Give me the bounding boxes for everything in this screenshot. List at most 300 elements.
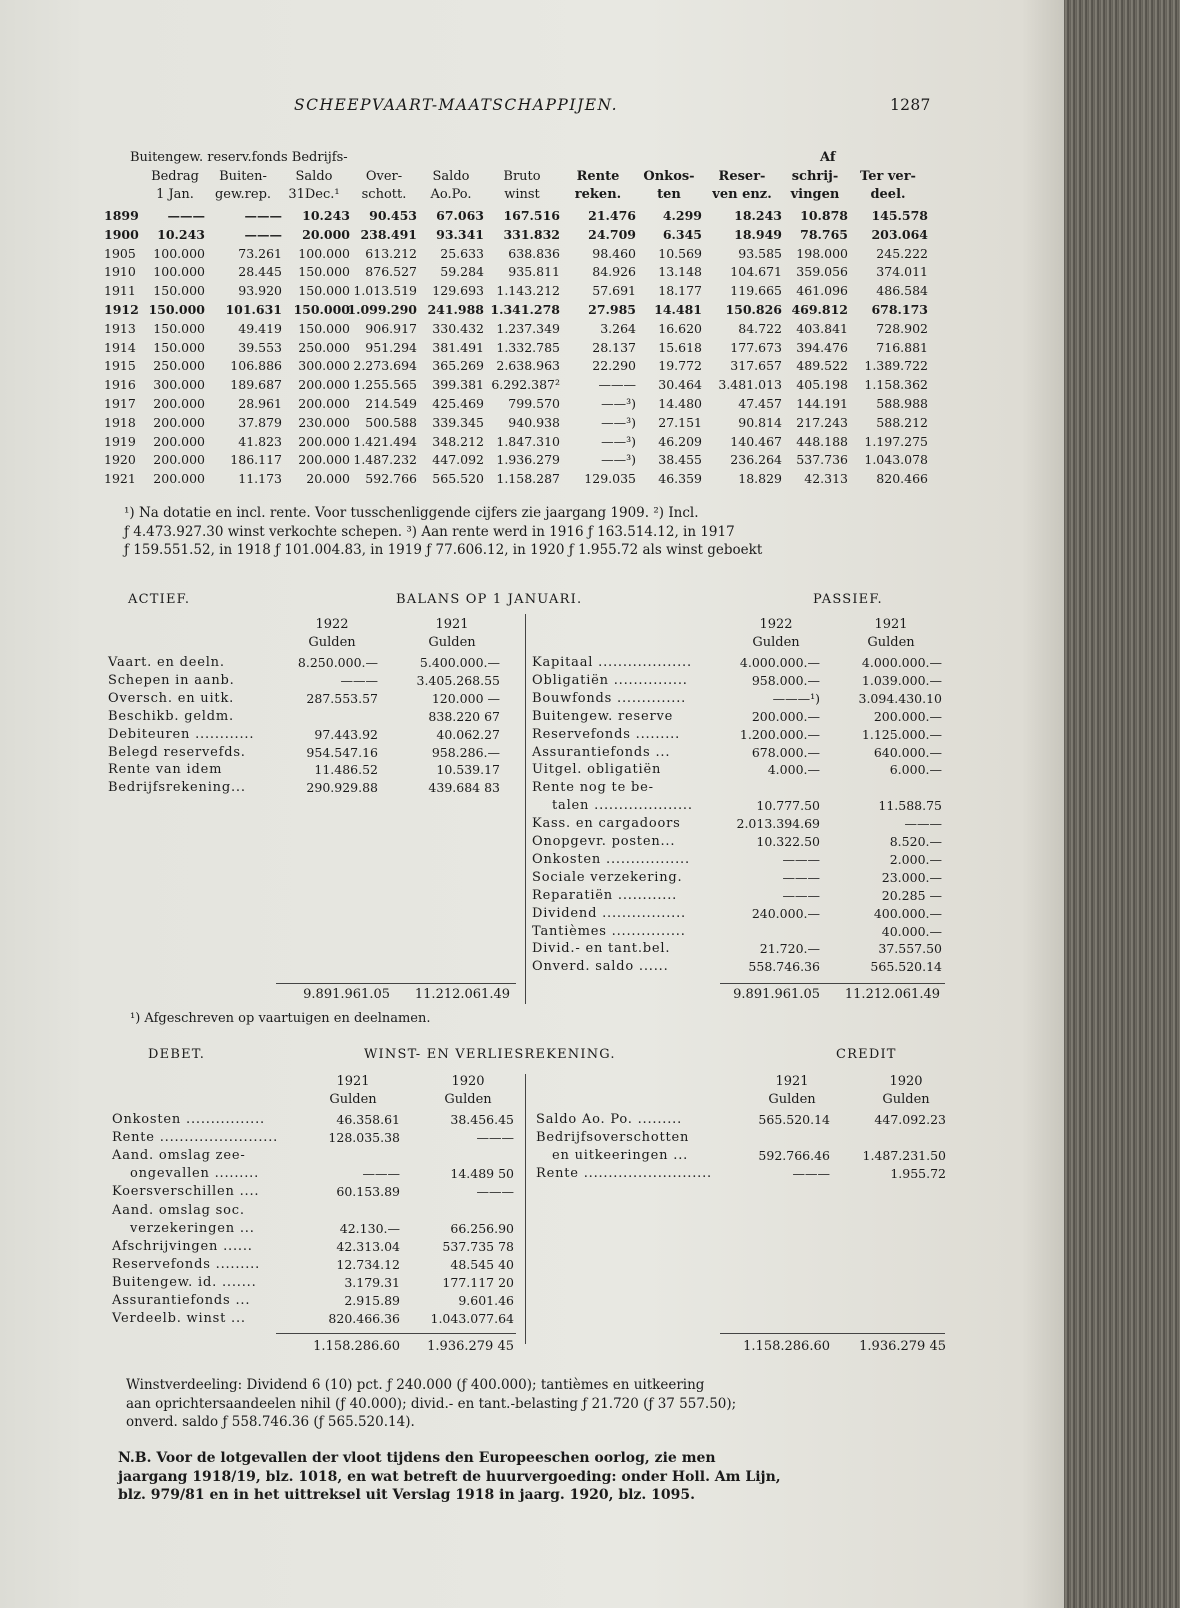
- table1-cell: 10.243: [302, 208, 350, 223]
- table1-cell: 21.476: [588, 208, 636, 223]
- table1-cell: 42.313: [804, 471, 848, 487]
- balans-actief-value-1921: 958.286.—: [431, 744, 500, 760]
- running-title: SCHEEPVAART-MAATSCHAPPIJEN.: [294, 96, 619, 114]
- table1-column-header: Bedrag: [151, 169, 199, 184]
- table1-cell: 67.063: [436, 208, 484, 223]
- winst-debet-value-1920: 14.489 50: [450, 1166, 514, 1182]
- table1-cell: 150.000: [298, 320, 350, 336]
- balans-passief-value-1921: 6.000.—: [889, 762, 942, 778]
- balans-passief-value-1922: 558.746.36: [748, 959, 820, 975]
- table1-cell: 238.491: [360, 226, 417, 242]
- balans-passief-unit2: Gulden: [867, 635, 915, 650]
- page-stack-edge: [1064, 0, 1180, 1608]
- table1-cell: 19.772: [658, 358, 702, 374]
- winst-debet-value-1921: 60.153.89: [336, 1184, 400, 1200]
- balans-passief-value-1921: 400.000.—: [873, 905, 942, 921]
- table1-cell: 940.938: [508, 414, 560, 430]
- table1-year: 1905: [104, 245, 136, 261]
- table1-cell: 1.043.078: [864, 452, 928, 468]
- table1-cell: 200.000: [153, 414, 205, 430]
- balans-actief-value-1921: 40.062.27: [436, 726, 500, 742]
- table1-cell: ———: [244, 208, 282, 223]
- table1-cell: 57.691: [592, 283, 636, 299]
- table1-cell: 638.836: [508, 245, 560, 261]
- table1-cell: 20.000: [302, 226, 350, 242]
- table1-cell: 678.173: [871, 302, 928, 317]
- table1-cell: 245.222: [876, 245, 928, 261]
- table1-cell: 10.878: [800, 208, 848, 223]
- table1-cell: 820.466: [876, 471, 928, 487]
- balans-passief-value-1922: 200.000.—: [751, 708, 820, 724]
- table1-cell: 200.000: [153, 452, 205, 468]
- table1-cell: 339.345: [432, 414, 484, 430]
- table1-footnotes: [124, 503, 762, 559]
- balans-passief-label: Rente nog te be-: [532, 780, 654, 796]
- table1-cell: 1.158.287: [496, 471, 560, 487]
- balans-passief-value-1921: 8.520.—: [889, 834, 942, 849]
- table1-body: [0, 208, 1064, 498]
- winst-debet-label: Verdeelb. winst ...: [112, 1311, 246, 1327]
- table1-cell: 1.487.232: [353, 452, 417, 468]
- table1-cell: 14.480: [658, 396, 702, 411]
- winst-debet-year2: 1920: [451, 1074, 485, 1089]
- table1-cell: 22.290: [592, 358, 636, 374]
- balans-actief-value-1922: 290.929.88: [306, 780, 378, 796]
- table1-column-header: Saldo: [295, 169, 333, 184]
- winst-debet-value-1921: [285, 1202, 400, 1221]
- table1-cell: 104.671: [730, 264, 782, 280]
- balans-actief-label: Beschikb. geldm.: [108, 708, 234, 724]
- balans-passief-value-1922: 4.000.—: [767, 762, 820, 778]
- table1-cell: 300.000: [153, 377, 205, 393]
- winst-credit-value-1920: [830, 1129, 946, 1148]
- table1-cell: 200.000: [298, 433, 350, 449]
- table1-column-header: ten: [657, 187, 681, 202]
- table1-cell: 13.148: [658, 264, 702, 280]
- balans-passief-value-1922: 21.720.—: [759, 941, 820, 957]
- table1-cell: 250.000: [153, 358, 205, 374]
- table1-cell: 46.359: [658, 471, 702, 487]
- table1-cell: 447.092: [432, 452, 484, 468]
- table1-cell: 876.527: [365, 264, 417, 280]
- table1-cell: 150.000: [298, 283, 350, 299]
- balans-passief-label: Divid.- en tant.bel.: [532, 941, 671, 957]
- winst-debet-value-1921: 46.358.61: [336, 1112, 400, 1127]
- balans-passief-total-1922: 9.891.961.05: [733, 987, 820, 1002]
- table1-cell: 189.687: [230, 377, 282, 393]
- balans-passief-label: Reservefonds .........: [532, 726, 681, 742]
- table1-cell: 24.709: [588, 226, 636, 242]
- table1-cell: 101.631: [225, 302, 282, 317]
- winst-credit-year2: 1920: [889, 1074, 923, 1089]
- table1-cell: 951.294: [365, 339, 417, 355]
- balans-actief-value-1922: ———: [340, 672, 378, 688]
- winst-debet-value-1920: ———: [476, 1184, 514, 1200]
- balans-passief-value-1921: 1.039.000.—: [861, 672, 942, 688]
- table1-cell: 100.000: [298, 245, 350, 261]
- table1-column-header: Bruto: [503, 169, 541, 184]
- balans-actief-value-1922: 8.250.000.—: [297, 655, 378, 670]
- table1-year: 1918: [104, 414, 136, 430]
- balans-actief-label: Bedrijfsrekening...: [108, 780, 246, 796]
- table1-cell: 399.381: [432, 377, 484, 393]
- winst-credit-value-1920: 1.955.72: [890, 1166, 946, 1182]
- balans-passief-label: Kass. en cargadoors: [532, 816, 681, 832]
- table1-cell: 10.569: [658, 245, 702, 261]
- table1-cell: ———: [244, 226, 282, 242]
- balans-passief-value-1921: 23.000.—: [881, 869, 942, 885]
- table1-cell: 317.657: [730, 358, 782, 374]
- table1-cell: 39.553: [238, 339, 282, 355]
- winst-credit-value-1921: ———: [792, 1166, 830, 1182]
- balans-actief-value-1922: 954.547.16: [306, 744, 378, 760]
- winst-debet-value-1920: 177.117 20: [442, 1274, 514, 1290]
- table1-cell: 28.445: [238, 264, 282, 280]
- table1-year: 1900: [104, 226, 139, 242]
- winst-credit-year1: 1921: [775, 1074, 809, 1089]
- winst-debet-value-1921: 42.313.04: [336, 1238, 400, 1254]
- table1-cell: 250.000: [298, 339, 350, 355]
- winst-debet-label: Aand. omslag soc.: [112, 1202, 245, 1218]
- winst-debet-label: Aand. omslag zee-: [112, 1148, 246, 1164]
- table1-cell: 1.237.349: [496, 320, 560, 336]
- winst-debet-value-1921: 12.734.12: [336, 1256, 400, 1272]
- balans-passief-total-rule: [720, 983, 945, 984]
- winst-debet-value-1920: 537.735 78: [442, 1238, 514, 1254]
- table1-header-af: Af: [820, 150, 836, 165]
- table1-cell: 150.000: [153, 339, 205, 355]
- table1-cell: 27.151: [658, 414, 702, 430]
- table1-cell: ——³): [601, 452, 636, 468]
- table1-column-header: deel.: [870, 187, 906, 202]
- balans-passief-label: PASSIEF.: [813, 592, 883, 607]
- table1-cell: 241.988: [427, 302, 484, 317]
- table1-cell: 200.000: [153, 471, 205, 487]
- winst-title: WINST- EN VERLIESREKENING.: [364, 1047, 616, 1062]
- balans-passief-value-1921: 20.285 —: [881, 887, 942, 903]
- winst-debet-value-1920: [398, 1202, 514, 1221]
- table1-cell: 1.389.722: [864, 358, 928, 374]
- balans-passief-value-1922: ———: [782, 869, 820, 885]
- winst-debet-label: Koersverschillen ....: [112, 1184, 260, 1200]
- table1-year: 1915: [104, 358, 136, 374]
- table1-year: 1919: [104, 433, 136, 449]
- table1-cell: 1.099.290: [347, 302, 417, 317]
- balans-actief-value-1922: 97.443.92: [314, 726, 378, 742]
- table1-cell: 200.000: [298, 396, 350, 411]
- table1-year: 1917: [104, 396, 136, 411]
- table1-cell: 403.841: [796, 320, 848, 336]
- table1-cell: ——³): [601, 433, 636, 449]
- table1-year: 1912: [104, 302, 139, 317]
- table1-cell: 588.212: [876, 414, 928, 430]
- balans-passief-value-1921: [820, 779, 942, 798]
- winst-debet-total-1920: 1.936.279 45: [427, 1339, 514, 1354]
- balans-passief-value-1922: ———: [782, 887, 820, 903]
- winst-debet-value-1920: 1.043.077.64: [430, 1311, 514, 1327]
- table1-column-header: gew.rep.: [214, 187, 272, 202]
- balans-passief-year1: 1922: [759, 617, 793, 632]
- table1-column-header: Buiten-: [219, 169, 267, 184]
- table1-cell: 728.902: [876, 320, 928, 336]
- balans-actief-unit1: Gulden: [308, 635, 356, 650]
- winst-debet-value-1921: 3.179.31: [344, 1274, 400, 1290]
- table1-cell: 144.191: [796, 396, 848, 411]
- table1-cell: 4.299: [662, 208, 702, 223]
- winst-credit-label: Bedrijfsoverschotten: [536, 1130, 690, 1146]
- table1-year: 1921: [104, 471, 136, 487]
- table1-cell: 37.879: [238, 414, 282, 430]
- table1-cell: 200.000: [298, 452, 350, 468]
- table1-cell: 486.584: [876, 283, 928, 299]
- table1-year: 1916: [104, 377, 136, 393]
- table1-cell: 78.765: [800, 226, 848, 242]
- table1-cell: 381.491: [432, 339, 484, 355]
- table1-cell: 90.814: [738, 414, 782, 430]
- balans-passief-year2: 1921: [874, 617, 908, 632]
- balans-passief-value-1922: 10.777.50: [756, 798, 820, 814]
- table1-cell: 613.212: [365, 245, 417, 261]
- table1-cell: 18.829: [738, 471, 782, 487]
- balans-passief-value-1922: 678.000.—: [751, 744, 820, 760]
- table1-cell: 448.188: [796, 433, 848, 449]
- winst-debet-value-1920: 48.545 40: [450, 1256, 514, 1272]
- balans-actief-year2: 1921: [435, 617, 469, 632]
- winst-debet-value-1921: ———: [362, 1166, 400, 1182]
- balans-actief-value-1922: 11.486.52: [314, 762, 378, 778]
- table1-cell: 489.522: [796, 358, 848, 374]
- balans-actief-value-1921: 838.220 67: [428, 708, 500, 724]
- winst-debet-value-1920: ———: [476, 1130, 514, 1146]
- nb-line: N.B. Voor de lotgevallen der vloot tijdens den Europeeschen oorlog, zie men: [118, 1450, 716, 1466]
- table1-year: 1899: [104, 208, 139, 223]
- table1-cell: 1.936.279: [496, 452, 560, 468]
- balans-passief-value-1922: 2.013.394.69: [736, 816, 820, 832]
- balans-actief-value-1921: 120.000 —: [431, 690, 500, 706]
- nb-line: jaargang 1918/19, blz. 1018, en wat betreft de huurvergoeding: onder Holl. Am Lijn,: [118, 1468, 781, 1485]
- table1-cell: ——³): [601, 414, 636, 430]
- table1-cell: 365.269: [432, 358, 484, 374]
- table1-cell: 46.209: [658, 433, 702, 449]
- winst-debet-label: DEBET.: [148, 1047, 206, 1062]
- table1-column-header: schrij-: [791, 169, 839, 184]
- table1-cell: 16.620: [658, 320, 702, 336]
- winst-debet-unit1: Gulden: [329, 1092, 377, 1107]
- table1-cell: 10.243: [157, 226, 205, 242]
- winst-credit-value-1921: 592.766.46: [758, 1148, 830, 1164]
- table1-cell: 145.578: [871, 208, 928, 223]
- balans-passief-value-1921: 1.125.000.—: [861, 726, 942, 742]
- balans-passief-label: Buitengew. reserve: [532, 708, 674, 724]
- table1-cell: 119.665: [730, 283, 782, 299]
- table1-cell: 203.064: [871, 226, 928, 242]
- winst-credit-total-1920: 1.936.279 45: [859, 1339, 946, 1354]
- winst-debet-value-1920: 38.456.45: [450, 1112, 514, 1127]
- balans-passief-label: Reparatiën ............: [532, 887, 678, 903]
- table1-cell: 2.273.694: [353, 358, 417, 374]
- winst-credit-table: [0, 1111, 1064, 1191]
- table1-cell: 1.341.278: [490, 302, 560, 317]
- table1-column-header: schott.: [361, 187, 407, 202]
- table1-column-header: Saldo: [432, 169, 470, 184]
- table1-cell: 25.633: [440, 245, 484, 261]
- table1-column-header: ven enz.: [712, 187, 772, 202]
- table1-cell: 15.618: [658, 339, 702, 355]
- table1-cell: 394.476: [796, 339, 848, 355]
- table1-cell: 20.000: [306, 471, 350, 487]
- table1-cell: 98.460: [592, 245, 636, 261]
- table1-column-header: winst: [504, 187, 540, 202]
- balans-actief-total-1922: 9.891.961.05: [303, 987, 390, 1002]
- table1-cell: 49.419: [238, 320, 282, 336]
- table1-cell: 3.481.013: [718, 377, 782, 393]
- winst-credit-value-1920: 447.092.23: [874, 1112, 946, 1127]
- table1-column-header: Ao.Po.: [430, 187, 472, 202]
- table1-cell: 90.453: [369, 208, 417, 223]
- balans-actief-total-rule: [276, 983, 516, 984]
- winst-debet-label: Assurantiefonds ...: [112, 1293, 251, 1308]
- table1-cell: 2.638.963: [496, 358, 560, 374]
- table1-cell: 1.421.494: [353, 433, 417, 449]
- table1-year: 1913: [104, 320, 136, 336]
- balans-actief-label: Debiteuren ............: [108, 726, 255, 742]
- table1-cell: 28.961: [238, 396, 282, 411]
- table1-cell: 230.000: [298, 414, 350, 430]
- winst-debet-value-1920: 66.256.90: [450, 1220, 514, 1236]
- balans-passief-value-1922: 10.322.50: [756, 834, 820, 849]
- table1-cell: 186.117: [230, 452, 282, 468]
- table1-cell: 11.173: [238, 471, 282, 487]
- winst-credit-total-1921: 1.158.286.60: [743, 1339, 830, 1354]
- table1-column-header: 31Dec.¹: [288, 187, 340, 202]
- table1-cell: 167.516: [503, 208, 560, 223]
- table1-cell: 300.000: [298, 358, 350, 374]
- table1-cell: 592.766: [365, 471, 417, 487]
- table1-cell: 330.432: [432, 320, 484, 336]
- balans-passief-label: Tantièmes ...............: [532, 923, 686, 939]
- winst-debet-total-rule: [276, 1333, 516, 1334]
- balans-passief-value-1921: 640.000.—: [873, 744, 942, 760]
- table1-cell: 84.926: [592, 264, 636, 280]
- balans-actief-value-1921: 439.684 83: [428, 780, 500, 796]
- winst-debet-value-1921: 820.466.36: [328, 1311, 400, 1327]
- balans-passief-unit1: Gulden: [752, 635, 800, 650]
- balans-footnote: ¹) Afgeschreven op vaartuigen en deelnamen.: [130, 1011, 431, 1026]
- winst-debet-label: verzekeringen ...: [130, 1220, 255, 1236]
- winst-debet-label: Onkosten ................: [112, 1112, 265, 1127]
- table1-cell: 73.261: [238, 245, 282, 261]
- balans-actief-value-1921: 3.405.268.55: [416, 672, 500, 688]
- table1-cell: 425.469: [432, 396, 484, 411]
- table1-cell: 18.177: [658, 283, 702, 299]
- winstverdeeling-line: onverd. saldo ƒ 558.746.36 (ƒ 565.520.14).: [126, 1414, 415, 1431]
- winstverdeeling-line: Winstverdeeling: Dividend 6 (10) pct. ƒ 240.000 (ƒ 400.000); tantièmes en uitkeering: [126, 1377, 705, 1393]
- table1-cell: 359.056: [796, 264, 848, 280]
- balans-actief-label: Schepen in aanb.: [108, 672, 235, 688]
- table1-cell: 537.736: [796, 452, 848, 468]
- balans-actief-label: ACTIEF.: [128, 592, 191, 607]
- table1-cell: 716.881: [876, 339, 928, 355]
- table1-cell: 93.920: [238, 283, 282, 299]
- winst-credit-value-1921: [712, 1129, 830, 1148]
- table1-cell: 1.255.565: [353, 377, 417, 393]
- balans-title: BALANS OP 1 JANUARI.: [396, 592, 583, 607]
- winst-debet-total-1921: 1.158.286.60: [313, 1339, 400, 1354]
- table1-cell: 461.096: [796, 283, 848, 299]
- table1-cell: 200.000: [153, 433, 205, 449]
- table1-cell: 41.823: [238, 433, 282, 449]
- balans-passief-value-1921: 4.000.000.—: [861, 655, 942, 670]
- table1-cell: 129.035: [584, 471, 636, 487]
- table1-cell: 217.243: [796, 414, 848, 430]
- table1-cell: 3.264: [600, 320, 636, 336]
- table1-cell: 14.481: [654, 302, 702, 317]
- balans-passief-value-1921: 40.000.—: [881, 923, 942, 939]
- table1-cell: 27.985: [588, 302, 636, 317]
- balans-actief-total-1921: 11.212.061.49: [414, 987, 510, 1002]
- balans-passief-label: Onverd. saldo ......: [532, 959, 669, 975]
- balans-actief-label: Belegd reservefds.: [108, 744, 246, 760]
- table1-cell: 18.949: [734, 226, 782, 242]
- balans-passief-value-1922: 4.000.000.—: [739, 655, 820, 670]
- table1-footnote: ¹) Na dotatie en incl. rente. Voor tusschenliggende cijfers zie jaargang 1909. ²) Incl.: [124, 505, 699, 521]
- table1-cell: 150.000: [153, 283, 205, 299]
- table1-column-header: vingen: [790, 187, 840, 202]
- table1-cell: 348.212: [432, 433, 484, 449]
- table1-cell: 405.198: [796, 377, 848, 393]
- table1-cell: 588.988: [876, 396, 928, 411]
- winst-debet-value-1921: 42.130.—: [339, 1220, 400, 1236]
- balans-actief-unit2: Gulden: [428, 635, 476, 650]
- table1-cell: 200.000: [153, 396, 205, 411]
- table1-year: 1911: [104, 283, 136, 299]
- balans-passief-label: Bouwfonds ..............: [532, 690, 687, 706]
- balans-passief-value-1921: 11.588.75: [878, 798, 942, 814]
- table1-cell: 28.137: [592, 339, 636, 355]
- balans-passief-total-1921: 11.212.061.49: [844, 987, 940, 1002]
- table1-cell: 500.588: [365, 414, 417, 430]
- table1-cell: 374.011: [876, 264, 928, 280]
- table1-cell: 140.467: [730, 433, 782, 449]
- table1-cell: 100.000: [153, 245, 205, 261]
- winst-credit-total-rule: [720, 1333, 945, 1334]
- table1-cell: 150.826: [725, 302, 782, 317]
- table1-cell: 906.917: [365, 320, 417, 336]
- winst-debet-value-1921: 2.915.89: [344, 1293, 400, 1308]
- balans-passief-label: Kapitaal ...................: [532, 655, 692, 670]
- table1-cell: 469.812: [791, 302, 848, 317]
- table1-cell: 18.243: [734, 208, 782, 223]
- balans-passief-table: [0, 654, 1064, 994]
- balans-passief-value-1922: 240.000.—: [751, 905, 820, 921]
- table1-cell: 150.000: [293, 302, 350, 317]
- table1-cell: 214.549: [365, 396, 417, 411]
- table1-cell: 799.570: [508, 396, 560, 411]
- table1-cell: 129.693: [432, 283, 484, 299]
- table1-column-header: reken.: [574, 187, 622, 202]
- winst-debet-label: Buitengew. id. .......: [112, 1274, 257, 1290]
- balans-passief-label: talen ....................: [552, 798, 693, 814]
- table1-cell: 93.341: [436, 226, 484, 242]
- balans-passief-value-1922: 1.200.000.—: [739, 726, 820, 742]
- balans-passief-value-1922: ———: [782, 851, 820, 867]
- table1-column-header: Over-: [365, 169, 403, 184]
- balans-passief-label: Obligatiën ...............: [532, 672, 688, 688]
- winst-debet-label: Reservefonds .........: [112, 1256, 261, 1272]
- table1-cell: 93.585: [738, 245, 782, 261]
- winst-debet-unit2: Gulden: [444, 1092, 492, 1107]
- balans-passief-value-1921: ———: [904, 816, 942, 832]
